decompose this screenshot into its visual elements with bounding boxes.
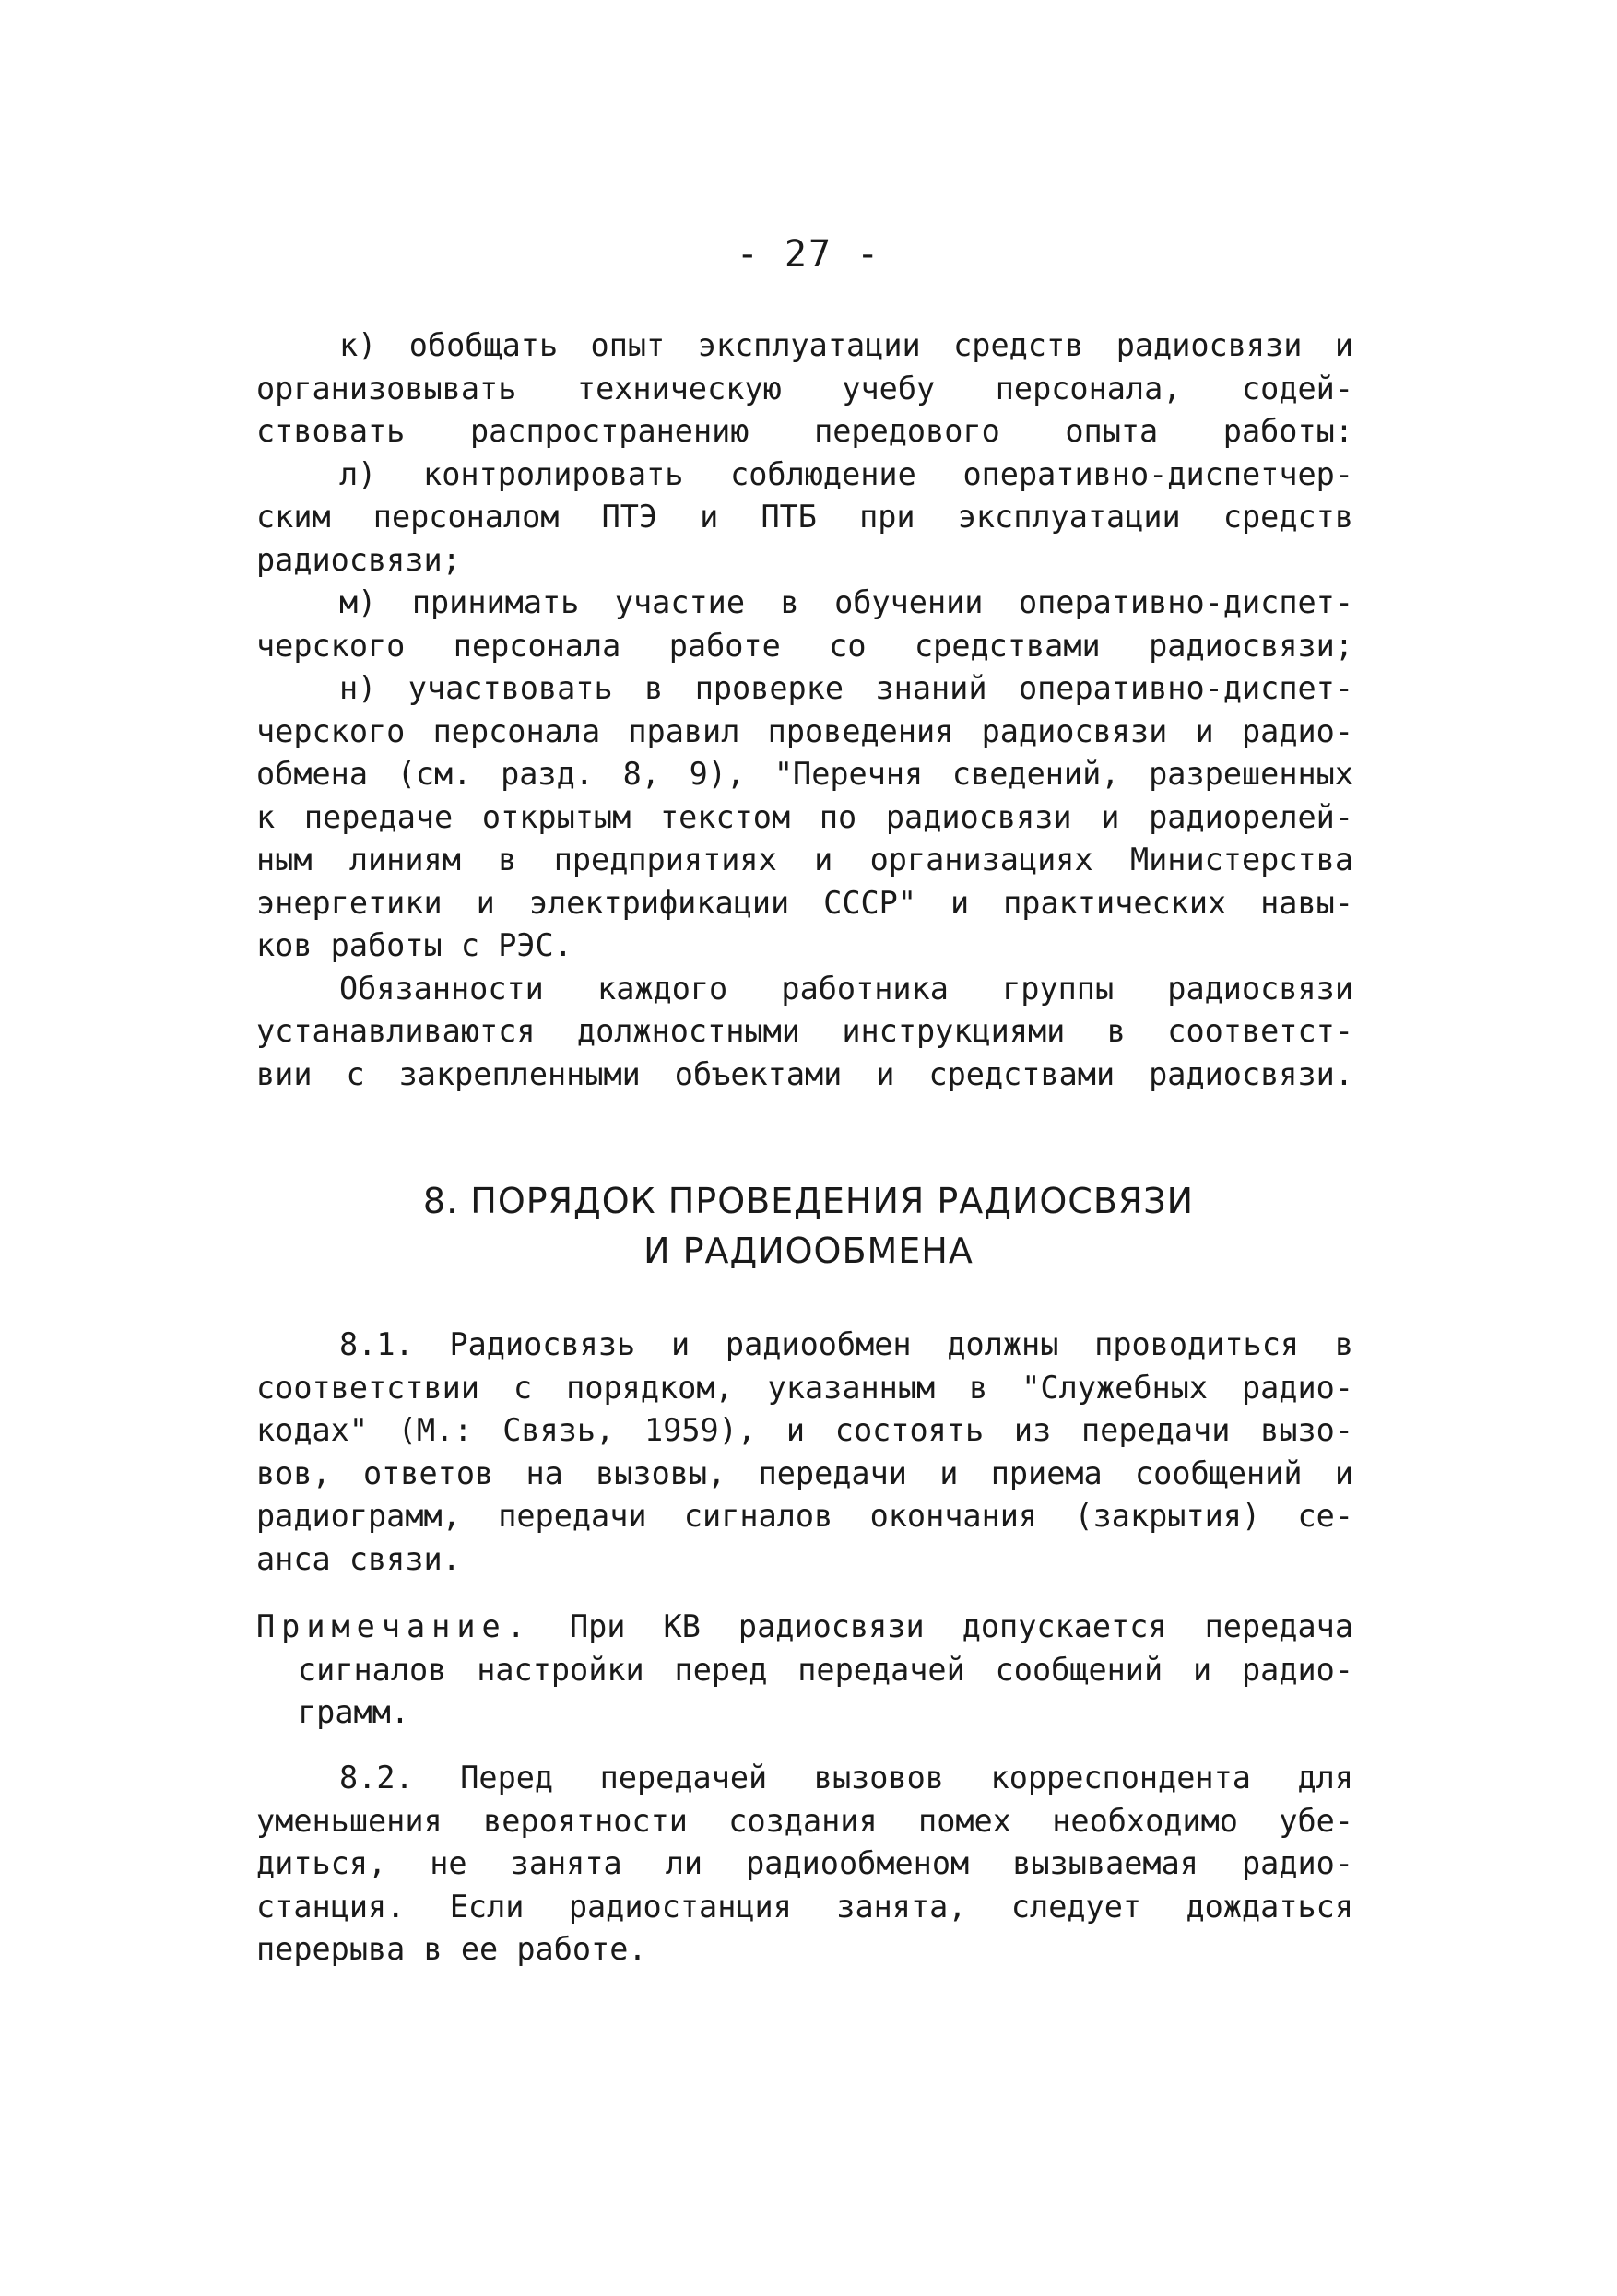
duties-line-3: вии с закрепленными объектами и средствами радиосвязи. [256,1055,1353,1092]
item-m-line-2: черского персонала работе со средствами радиосвязи; [256,627,1353,664]
item-l-line-2: ским персоналом ПТЭ и ПТБ при эксплуатации средств [256,499,1353,535]
para-8-2-line-1: 8.2. Перед передачей вызовов корреспондента для [339,1760,1353,1796]
item-k-line-2: организовывать техническую учебу персонала, содей- [256,370,1353,406]
note-line-3: грамм. [298,1694,410,1730]
item-k-line-1: к) обобщать опыт эксплуатации средств радиосвязи и [339,327,1353,363]
section-heading [0,1176,1617,1276]
item-n-line-1: н) участвовать в проверке знаний оперативно-диспет- [339,670,1353,706]
item-n-line-4: к передаче открытым текстом по радиосвязи и радиорелей- [256,798,1353,835]
para-8-1-line-5: радиограмм, передачи сигналов окончания (закрытия) се- [256,1498,1353,1534]
section-heading-line-2: И РАДИООБМЕНА [643,1230,974,1271]
item-m-line-1: м) принимать участие в обучении оперативно-диспет- [339,584,1353,620]
item-n-line-6: энергетики и электрификации СССР" и практических навы- [256,884,1353,921]
para-8-1-line-6: анса связи. [256,1540,461,1577]
duties-line-1: Обязанности каждого работника группы радиосвязи [339,970,1353,1007]
item-n-line-3: обмена (см. разд. 8, 9), "Перечня сведений, разрешенных [256,756,1353,792]
para-8-1-line-2: соответствии с порядком, указанным в "Служебных радио- [256,1369,1353,1406]
item-l-line-1: л) контролировать соблюдение оперативно-диспетчер- [339,455,1353,492]
note [256,1606,1353,1735]
para-8-1-line-1: 8.1. Радиосвязь и радиообмен должны проводиться в [339,1326,1353,1362]
section-heading-line-1: 8. ПОРЯДОК ПРОВЕДЕНИЯ РАДИОСВЯЗИ [422,1181,1195,1221]
responsibilities-list [256,324,1353,1096]
item-l-line-3: радиосвязи; [256,541,461,578]
para-8-2-line-4: станция. Если радиостанция занята, следует дождаться [256,1888,1353,1925]
duties-line-2: устанавливаются должностными инструкциями в соответст- [256,1013,1353,1049]
note-line-1 [256,1606,1353,1649]
item-k-line-3: ствовать распространению передового опыта работы: [256,413,1353,449]
item-n-line-5: ным линиям в предприятиях и организациях Министерства [256,842,1353,877]
paragraph-8-2 [256,1757,1353,1972]
para-8-1-line-3: кодах" (М.: Связь, 1959), и состоять из передачи вызо- [256,1412,1353,1448]
paragraph-8-1 [256,1324,1353,1581]
para-8-2-line-3: диться, не занята ли радиообменом вызываемая радио- [256,1845,1353,1881]
note-line-2: сигналов настройки перед передачей сообщений и радио- [298,1651,1353,1688]
para-8-2-line-5: перерыва в ее работе. [256,1931,647,1967]
para-8-1-line-4: вов, ответов на вызовы, передачи и приема сообщений и [256,1454,1353,1491]
para-8-2-line-2: уменьшения вероятности создания помех необходимо убе- [256,1802,1353,1839]
note-line-1-text: При КВ радиосвязи допускается передача [569,1608,1353,1644]
item-n-line-2: черского персонала правил проведения радиосвязи и радио- [256,712,1353,749]
note-label: Примечание. [256,1608,532,1644]
page-number: - 27 - [736,233,881,276]
item-n-line-7: ков работы с РЭС. [256,927,572,963]
